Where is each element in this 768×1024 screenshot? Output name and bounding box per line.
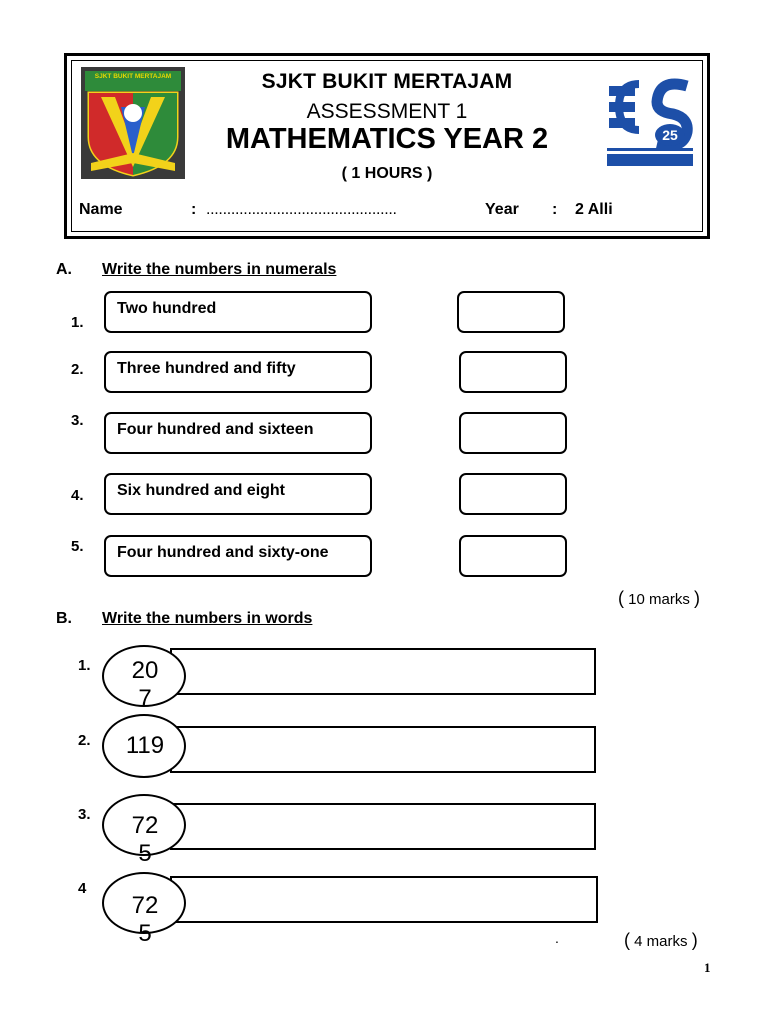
oval-number-b1-line1: 20 — [131, 657, 159, 684]
answer-box-a5[interactable] — [459, 535, 567, 577]
oval-number-b3-line1: 72 — [131, 812, 159, 839]
question-a1-words: Two hundred — [104, 291, 372, 333]
question-a4-words: Six hundred and eight — [104, 473, 372, 515]
section-a-marks-text: 10 marks — [628, 591, 690, 608]
question-b3-number: 3. — [78, 806, 91, 823]
oval-number-b4-line2: 5 — [138, 920, 152, 947]
question-b1-number: 1. — [78, 657, 91, 674]
question-a5-words: Four hundred and sixty-one — [104, 535, 372, 577]
duration-text: ( 1 HOURS ) — [341, 165, 433, 182]
answer-line-b4[interactable] — [170, 876, 598, 923]
question-a4-number: 4. — [71, 487, 84, 504]
assessment-title: ASSESSMENT 1 — [306, 100, 468, 123]
oval-number-b3-line2: 5 — [138, 840, 152, 867]
section-b-marks: ( 4 marks ) — [624, 930, 698, 950]
question-b4-number: 4 — [78, 880, 87, 897]
question-a3-number: 3. — [71, 412, 84, 429]
answer-box-a1[interactable] — [457, 291, 565, 333]
year-label: Year — [485, 201, 519, 218]
header-box — [64, 53, 710, 239]
section-b-title: Write the numbers in words — [102, 610, 313, 627]
answer-box-a2[interactable] — [459, 351, 567, 393]
oval-number-b2: 119 — [125, 732, 165, 759]
crest-text: SJKT BUKIT MERTAJAM — [94, 73, 172, 80]
question-b2-number: 2. — [78, 732, 91, 749]
question-a5-number: 5. — [71, 538, 84, 555]
answer-line-b1[interactable] — [170, 648, 596, 695]
section-b-marks-text: 4 marks — [634, 933, 688, 950]
anniversary-25-logo — [603, 72, 695, 172]
answer-line-b2[interactable] — [170, 726, 596, 773]
name-field-dots[interactable]: .............................................. — [206, 201, 397, 218]
question-a1-number: 1. — [71, 314, 84, 331]
section-a-marks: ( 10 marks ) — [618, 588, 701, 608]
oval-number-b4-line1: 72 — [131, 892, 159, 919]
question-a2-number: 2. — [71, 361, 84, 378]
stray-dot: . — [555, 930, 559, 946]
question-a3-words: Four hundred and sixteen — [104, 412, 372, 454]
section-b-letter: B. — [56, 610, 72, 627]
year-colon: : — [552, 201, 558, 218]
answer-box-a3[interactable] — [459, 412, 567, 454]
year-value: 2 Alli — [575, 201, 613, 218]
section-a-letter: A. — [56, 261, 72, 278]
answer-line-b3[interactable] — [170, 803, 596, 850]
name-label: Name — [79, 201, 123, 218]
school-name: SJKT BUKIT MERTAJAM — [261, 70, 513, 93]
oval-number-b1-line2: 7 — [138, 685, 152, 712]
name-colon: : — [191, 201, 197, 218]
page-number: 1 — [704, 960, 711, 975]
subject-title: MATHEMATICS YEAR 2 — [225, 123, 549, 155]
answer-box-a4[interactable] — [459, 473, 567, 515]
section-a-title: Write the numbers in numerals — [102, 261, 337, 278]
logo-number-badge: 25 — [655, 124, 685, 146]
question-a2-words: Three hundred and fifty — [104, 351, 372, 393]
